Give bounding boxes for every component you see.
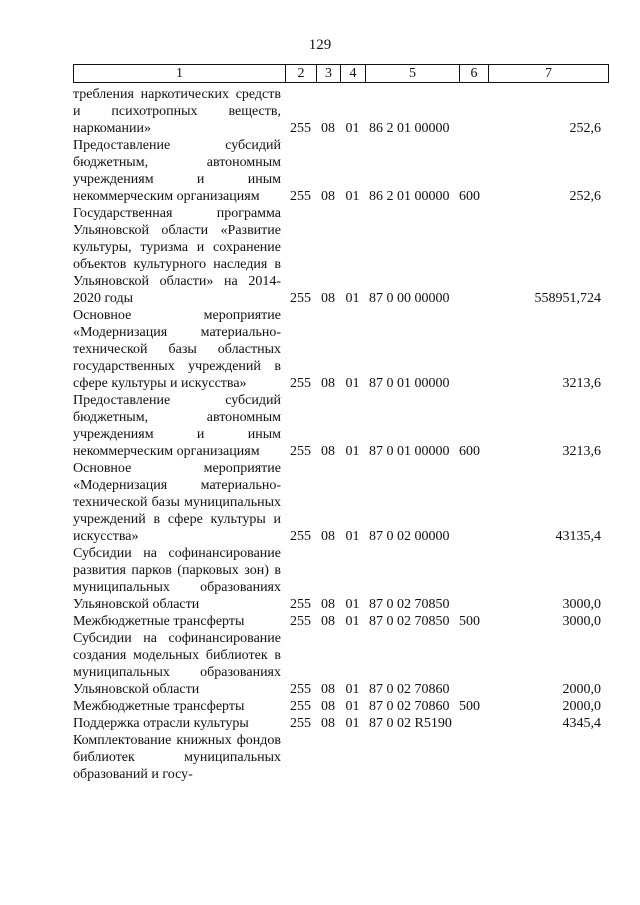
table-row: [73, 613, 609, 630]
row-gr: 255: [290, 291, 311, 306]
row-amount: 3213,6: [562, 376, 601, 391]
row-gr: 255: [290, 189, 311, 204]
row-name: Государственная программа Ульяновской области «Развитие культуры, туризма и сохранение объектов культурного наследия в Ульяновской области» на 2014-2020 годы: [73, 206, 281, 306]
row-section: 08: [321, 291, 335, 306]
row-target-code: 87 0 02 R5190: [369, 716, 452, 731]
row-gr: 255: [290, 529, 311, 544]
row-subsection: 01: [345, 291, 360, 306]
row-name: Субсидии на софинансирование создания модельных библиотек в муниципальных образованиях Ульяновской области: [73, 631, 281, 697]
table-row: [73, 205, 609, 307]
row-subsection: 01: [345, 529, 360, 544]
header-col-2: 2: [286, 65, 317, 82]
row-amount: 3213,6: [562, 444, 601, 459]
row-amount: 3000,0: [562, 614, 601, 629]
row-section: 08: [321, 529, 335, 544]
row-amount: 252,6: [569, 121, 601, 136]
row-section: 08: [321, 614, 335, 629]
row-subsection: 01: [345, 716, 360, 731]
row-target-code: 86 2 01 00000: [369, 121, 450, 136]
row-subsection: 01: [345, 682, 360, 697]
row-amount: 3000,0: [562, 597, 601, 612]
row-expense-type: 500: [459, 699, 480, 714]
row-subsection: 01: [345, 444, 360, 459]
row-name: Предоставление субсидий бюджетным, автономным учреждениям и иным некоммерческим организациям: [73, 393, 281, 459]
row-name: Межбюджетные трансферты: [73, 699, 245, 714]
row-section: 08: [321, 597, 335, 612]
row-section: 08: [321, 699, 335, 714]
row-target-code: 87 0 02 70860: [369, 682, 450, 697]
row-expense-type: 500: [459, 614, 480, 629]
row-gr: 255: [290, 444, 311, 459]
row-gr: 255: [290, 376, 311, 391]
row-expense-type: 600: [459, 444, 480, 459]
row-name: Межбюджетные трансферты: [73, 614, 245, 629]
budget-table-body: [73, 86, 609, 783]
row-subsection: 01: [345, 376, 360, 391]
table-row: [73, 698, 609, 715]
row-name: требления наркотических средств и психотропных веществ, наркомании»: [73, 87, 281, 136]
row-amount: 2000,0: [562, 699, 601, 714]
row-name: Предоставление субсидий бюджетным, автономным учреждениям и иным некоммерческим организациям: [73, 138, 281, 204]
table-row: [73, 307, 609, 392]
row-target-code: 87 0 02 70850: [369, 597, 450, 612]
header-col-3: 3: [317, 65, 341, 82]
row-section: 08: [321, 121, 335, 136]
header-col-7: 7: [545, 66, 552, 81]
row-amount: 43135,4: [555, 529, 601, 544]
row-subsection: 01: [345, 597, 360, 612]
row-target-code: 87 0 01 00000: [369, 376, 450, 391]
row-target-code: 87 0 02 00000: [369, 529, 450, 544]
row-section: 08: [321, 189, 335, 204]
row-target-code: 87 0 02 70850: [369, 614, 450, 629]
table-row: [73, 460, 609, 545]
header-col-1: 1: [74, 65, 286, 82]
row-amount: 252,6: [569, 189, 601, 204]
row-section: 08: [321, 444, 335, 459]
row-target-code: 87 0 01 00000: [369, 444, 450, 459]
row-name: Основное мероприятие «Модернизация материально-технической базы муниципальных учреждений в сфере культуры и искусства»: [73, 461, 281, 544]
header-col-6: 6: [460, 65, 489, 82]
row-subsection: 01: [345, 614, 360, 629]
page-number: 129: [308, 37, 332, 53]
row-name: Поддержка отрасли культуры: [73, 716, 249, 731]
table-header: [73, 64, 609, 83]
row-subsection: 01: [345, 189, 360, 204]
row-amount: 4345,4: [562, 716, 601, 731]
table-row: [73, 715, 609, 732]
header-col-5: 5: [366, 65, 460, 82]
table-row: [73, 732, 609, 783]
row-amount: 558951,724: [534, 291, 601, 306]
row-target-code: 87 0 02 70860: [369, 699, 450, 714]
table-row: [73, 545, 609, 613]
row-section: 08: [321, 376, 335, 391]
row-name: Комплектование книжных фондов библиотек муниципальных образований и госу-: [73, 733, 281, 782]
row-amount: 2000,0: [562, 682, 601, 697]
table-row: [73, 630, 609, 698]
table-row: [73, 392, 609, 460]
row-gr: 255: [290, 597, 311, 612]
row-gr: 255: [290, 121, 311, 136]
table-row: [73, 137, 609, 205]
row-target-code: 86 2 01 00000: [369, 189, 450, 204]
row-section: 08: [321, 716, 335, 731]
row-subsection: 01: [345, 699, 360, 714]
row-section: 08: [321, 682, 335, 697]
row-name: Основное мероприятие «Модернизация материально-технической базы областных государственных учреждений в сфере культуры и искусства»: [73, 308, 281, 391]
row-name: Субсидии на софинансирование развития парков (парковых зон) в муниципальных образованиях Ульяновской области: [73, 546, 281, 612]
row-gr: 255: [290, 682, 311, 697]
row-subsection: 01: [345, 121, 360, 136]
row-expense-type: 600: [459, 189, 480, 204]
row-gr: 255: [290, 614, 311, 629]
row-gr: 255: [290, 716, 311, 731]
table-row: [73, 86, 609, 137]
row-target-code: 87 0 00 00000: [369, 291, 450, 306]
row-gr: 255: [290, 699, 311, 714]
header-col-4: 4: [341, 65, 366, 82]
